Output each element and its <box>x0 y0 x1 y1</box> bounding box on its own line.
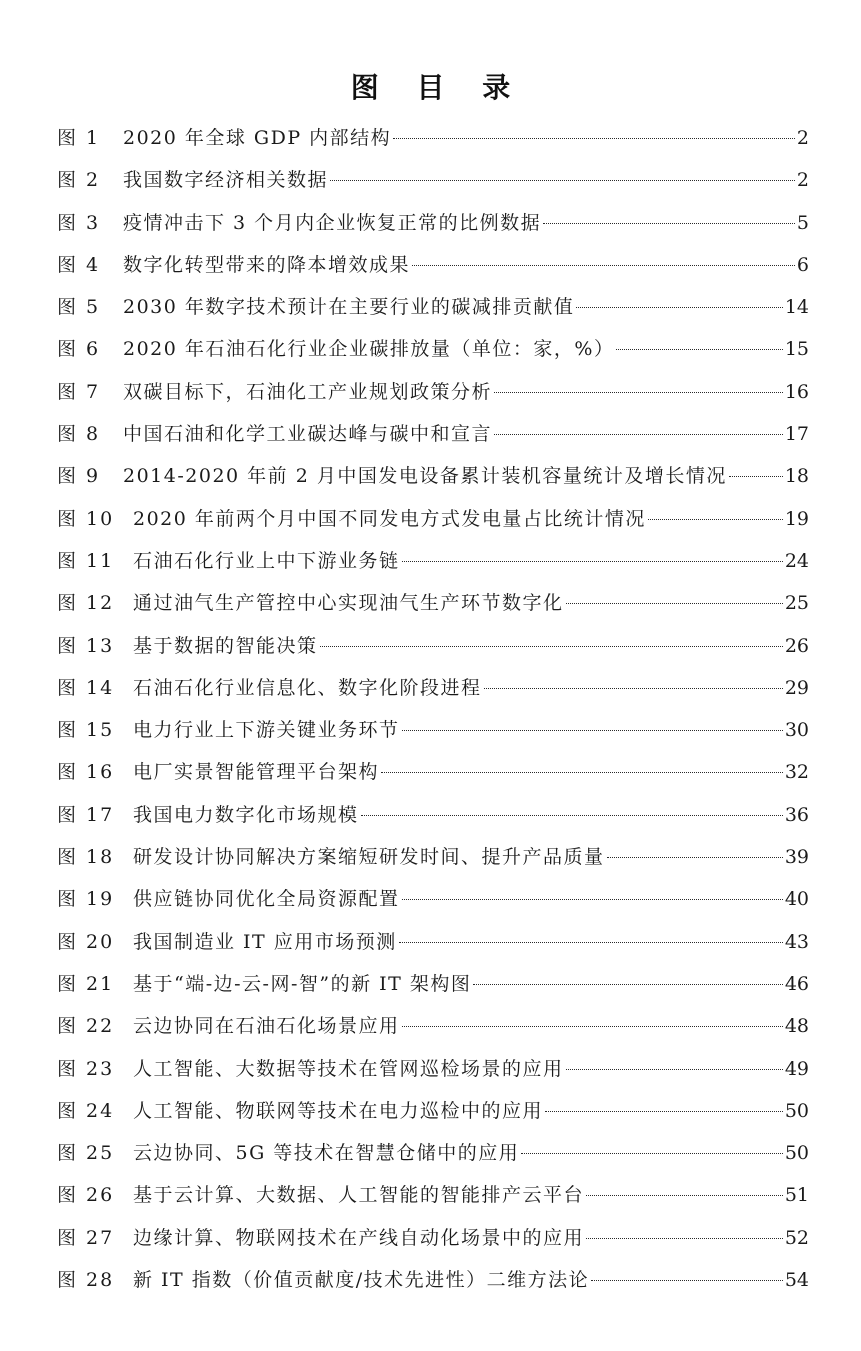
figure-title: 我国数字经济相关数据 <box>123 169 329 192</box>
page-number: 16 <box>784 380 809 403</box>
page-number: 17 <box>784 423 809 446</box>
figure-title: 数字化转型带来的降本增效成果 <box>123 253 411 276</box>
figure-entry[interactable] <box>57 1259 809 1301</box>
figure-number: 图 23 <box>57 1057 115 1080</box>
figure-title: 疫情冲击下 3 个月内企业恢复正常的比例数据 <box>123 211 542 234</box>
dot-leader <box>586 1237 783 1239</box>
page-number: 6 <box>796 253 809 276</box>
figure-title: 人工智能、大数据等技术在管网巡检场景的应用 <box>133 1057 564 1080</box>
figure-number: 图 21 <box>57 972 115 995</box>
figure-number: 图 28 <box>57 1269 115 1292</box>
figure-entry[interactable] <box>57 1048 809 1090</box>
dot-leader <box>543 222 795 224</box>
page-number: 30 <box>784 719 809 742</box>
figure-entry[interactable] <box>57 794 809 836</box>
dot-leader <box>330 179 795 181</box>
page-number: 52 <box>784 1226 809 1249</box>
figure-title: 2030 年数字技术预计在主要行业的碳减排贡献值 <box>123 296 575 319</box>
figure-entry[interactable] <box>57 625 809 667</box>
figure-entry[interactable] <box>57 836 809 878</box>
dot-leader <box>361 814 783 816</box>
dot-leader <box>402 898 783 900</box>
dot-leader <box>399 941 783 943</box>
figure-number: 图 6 <box>57 338 101 361</box>
dot-leader <box>402 560 783 562</box>
figure-number: 图 8 <box>57 423 101 446</box>
figure-number: 图 22 <box>57 1015 115 1038</box>
figure-title: 供应链协同优化全局资源配置 <box>133 888 400 911</box>
page-number: 49 <box>784 1057 809 1080</box>
figure-title: 2014-2020 年前 2 月中国发电设备累计装机容量统计及增长情况 <box>123 465 727 488</box>
figure-number: 图 1 <box>57 127 101 149</box>
figure-entry[interactable] <box>57 413 809 455</box>
dot-leader <box>566 1068 783 1070</box>
dot-leader <box>616 348 782 350</box>
page-number: 5 <box>796 211 809 234</box>
figure-title: 石油石化行业信息化、数字化阶段进程 <box>133 676 482 699</box>
page-title: 图 目 录 <box>350 71 525 104</box>
figure-title: 通过油气生产管控中心实现油气生产环节数字化 <box>133 592 564 615</box>
dot-leader <box>320 645 783 647</box>
figure-number: 图 4 <box>57 253 101 276</box>
figure-number: 图 15 <box>57 719 115 742</box>
figure-title: 云边协同在石油石化场景应用 <box>133 1015 400 1038</box>
figure-title: 中国石油和化学工业碳达峰与碳中和宣言 <box>123 423 493 446</box>
figure-number: 图 10 <box>57 507 115 530</box>
figure-number: 图 17 <box>57 803 115 826</box>
figure-entry[interactable] <box>57 371 809 413</box>
page-number: 36 <box>784 803 809 826</box>
figure-number: 图 5 <box>57 296 101 319</box>
figure-entry[interactable] <box>57 455 809 497</box>
figure-entry[interactable] <box>57 159 809 201</box>
page-number: 51 <box>784 1184 809 1207</box>
figure-number: 图 25 <box>57 1142 115 1165</box>
figure-entry[interactable] <box>57 667 809 709</box>
page-number: 15 <box>784 338 809 361</box>
figure-number: 图 2 <box>57 169 101 192</box>
figure-entry[interactable] <box>57 244 809 286</box>
figure-entry[interactable] <box>57 540 809 582</box>
dot-leader <box>484 687 783 689</box>
figure-entry[interactable] <box>57 751 809 793</box>
figure-title: 云边协同、5G 等技术在智慧仓储中的应用 <box>133 1142 520 1165</box>
figure-entry[interactable] <box>57 328 809 370</box>
page-number: 29 <box>784 676 809 699</box>
page-number: 32 <box>784 761 809 784</box>
dot-leader <box>586 1194 783 1196</box>
page-number: 54 <box>784 1269 809 1292</box>
figure-title: 2020 年石油石化行业企业碳排放量（单位：家，%） <box>123 338 615 361</box>
figure-entry[interactable] <box>57 1174 809 1216</box>
figure-number: 图 9 <box>57 465 101 488</box>
figure-title: 石油石化行业上中下游业务链 <box>133 549 400 572</box>
figure-entry[interactable] <box>57 202 809 244</box>
figure-title: 新 IT 指数（价值贡献度/技术先进性）二维方法论 <box>133 1269 590 1292</box>
page-number: 43 <box>784 930 809 953</box>
figure-number: 图 24 <box>57 1099 115 1122</box>
dot-leader <box>576 306 782 308</box>
page-number: 48 <box>784 1015 809 1038</box>
figure-title: 2020 年全球 GDP 内部结构 <box>123 127 392 149</box>
page-number: 14 <box>784 296 809 319</box>
dot-leader <box>521 1152 783 1154</box>
dot-leader <box>473 983 782 985</box>
page-number: 26 <box>784 634 809 657</box>
page-number: 2 <box>796 169 809 192</box>
page-number: 50 <box>784 1142 809 1165</box>
figure-entry[interactable] <box>57 1132 809 1174</box>
figure-number: 图 7 <box>57 380 101 403</box>
figure-entry[interactable] <box>57 582 809 624</box>
page-number: 2 <box>796 127 809 149</box>
figure-list <box>57 117 809 1301</box>
figure-title: 边缘计算、物联网技术在产线自动化场景中的应用 <box>133 1226 585 1249</box>
figure-number: 图 14 <box>57 676 115 699</box>
page-number: 25 <box>784 592 809 615</box>
figure-number: 图 12 <box>57 592 115 615</box>
figure-number: 图 26 <box>57 1184 115 1207</box>
dot-leader <box>591 1279 783 1281</box>
page-number: 40 <box>784 888 809 911</box>
page-number: 50 <box>784 1099 809 1122</box>
figure-entry[interactable] <box>57 1005 809 1047</box>
dot-leader <box>402 729 783 731</box>
figure-title: 基于“端-边-云-网-智”的新 IT 架构图 <box>133 972 472 995</box>
page-number: 39 <box>784 846 809 869</box>
figure-title: 2020 年前两个月中国不同发电方式发电量占比统计情况 <box>133 507 646 530</box>
dot-leader <box>494 433 783 435</box>
figure-number: 图 13 <box>57 634 115 657</box>
figure-title: 我国电力数字化市场规模 <box>133 803 359 826</box>
dot-leader <box>545 1110 783 1112</box>
figure-title: 基于数据的智能决策 <box>133 634 318 657</box>
dot-leader <box>566 602 783 604</box>
figure-entry[interactable] <box>57 878 809 920</box>
figure-title: 电力行业上下游关键业务环节 <box>133 719 400 742</box>
figure-number: 图 3 <box>57 211 101 234</box>
figure-title: 基于云计算、大数据、人工智能的智能排产云平台 <box>133 1184 585 1207</box>
figure-title: 人工智能、物联网等技术在电力巡检中的应用 <box>133 1099 544 1122</box>
figure-entry[interactable] <box>57 1090 809 1132</box>
figure-entry[interactable] <box>57 921 809 963</box>
figure-entry[interactable] <box>57 286 809 328</box>
figure-title: 研发设计协同解决方案缩短研发时间、提升产品质量 <box>133 846 605 869</box>
dot-leader <box>494 391 783 393</box>
dot-leader <box>607 856 783 858</box>
figure-number: 图 20 <box>57 930 115 953</box>
figure-number: 图 11 <box>57 549 115 572</box>
figure-title: 电厂实景智能管理平台架构 <box>133 761 380 784</box>
figure-number: 图 16 <box>57 761 115 784</box>
figure-title: 双碳目标下，石油化工产业规划政策分析 <box>123 380 493 403</box>
figure-number: 图 19 <box>57 888 115 911</box>
dot-leader <box>402 1025 783 1027</box>
figure-entry[interactable] <box>57 709 809 751</box>
page-number: 46 <box>784 972 809 995</box>
figure-number: 图 18 <box>57 846 115 869</box>
figure-entry[interactable] <box>57 963 809 1005</box>
figure-entry[interactable] <box>57 498 809 540</box>
figure-entry[interactable] <box>57 117 809 159</box>
page-number: 18 <box>784 465 809 488</box>
page-number: 19 <box>784 507 809 530</box>
dot-leader <box>412 264 795 266</box>
page-number: 24 <box>784 549 809 572</box>
dot-leader <box>381 771 783 773</box>
dot-leader <box>393 137 795 139</box>
dot-leader <box>729 475 783 477</box>
figure-entry[interactable] <box>57 1217 809 1259</box>
figure-number: 图 27 <box>57 1226 115 1249</box>
figure-title: 我国制造业 IT 应用市场预测 <box>133 930 397 953</box>
dot-leader <box>648 518 783 520</box>
